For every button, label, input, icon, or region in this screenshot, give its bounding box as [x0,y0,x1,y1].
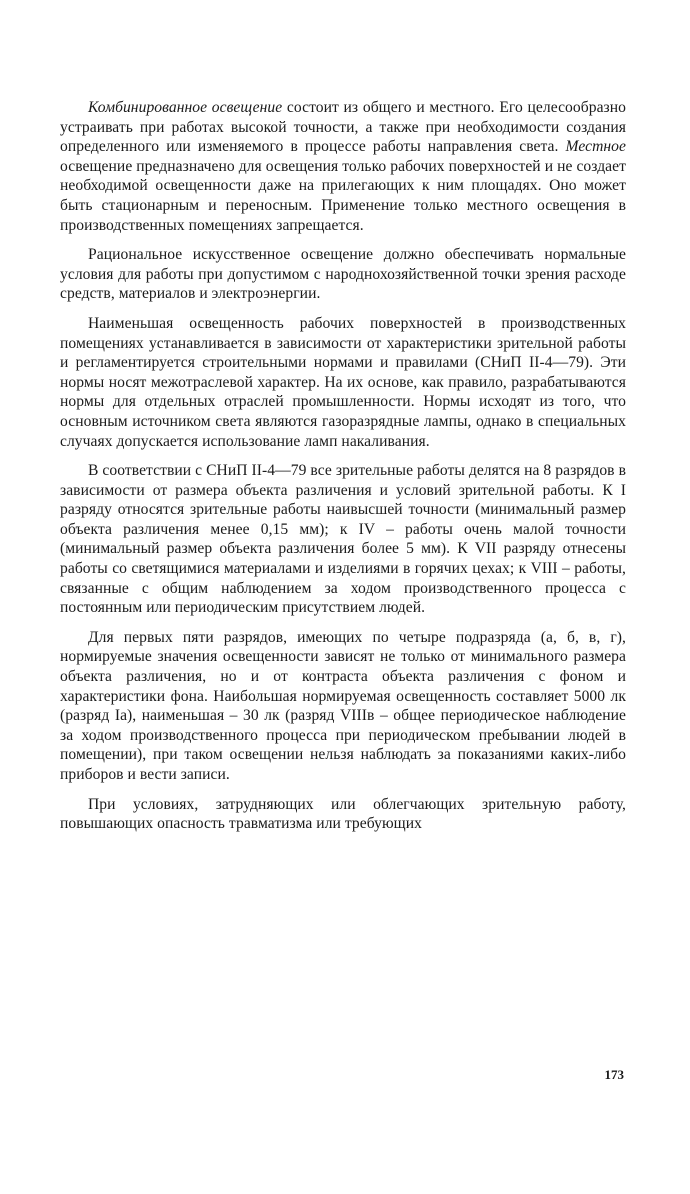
page-body [60,98,626,844]
paragraph-combined-lighting [60,98,626,235]
paragraph-visual-work-categories: В соответствии с СНиП II-4—79 все зрительные работы делятся на 8 разрядов в зависимости от размера объекта различения и условий зрительной работы. К I разряду относятся зрительные работы наивысшей точности (минимальный размер объекта различения менее 0,15 мм); к IV – работы очень малой точности (минимальный размер объекта различения более 5 мм). К VII разряду отнесены работы со светящимися материалами и изделиями в горячих цехах; к VIII – работы, связанные с общим наблюдением за ходом производственного процесса с постоянным или периодическим присутствием людей. [60,462,626,617]
term-combined-lighting: Комбинированное освещение [88,99,283,116]
paragraph-conditions: При условиях, затрудняющих или облегчающих зрительную работу, повышающих опасность травматизма или требующих [60,795,626,833]
term-local-lighting: Местное [565,138,626,156]
paragraph-rational-lighting: Рациональное искусственное освещение должно обеспечивать нормальные условия для работы при допустимом с народнохозяйственной точки зрения расходе средств, материалов и электроэнергии. [60,246,626,303]
paragraph-minimum-illuminance: Наименьшая освещенность рабочих поверхностей в производственных помещениях устанавливается в зависимости от характеристики зрительной работы и регламентируется строительными нормами и правилами (СНиП II-4—79). Эти нормы носят межотраслевой характер. На их основе, как правило, разрабатываются нормы для отдельных отраслей промышленности. Нормы исходят из того, что основным источником света являются газоразрядные лампы, однако в специальных случаях допускается использование ламп накаливания. [60,314,626,450]
paragraph-text: освещение предназначено для освещения только рабочих поверхностей и не создает необходимой освещенности даже на прилегающих к ним площадях. Оно может быть стационарным и переносным. Применение только местного освещения в производственных помещениях запрещается. [60,157,626,234]
paragraph-subcategories: Для первых пяти разрядов, имеющих по четыре подразряда (а, б, в, г), нормируемые значения освещенности зависят не только от минимального размера объекта различения, но и от контраста объекта различения с фоном и характеристики фона. Наибольшая нормируемая освещенность составляет 5000 лк (разряд Iа), наименьшая – 30 лк (разряд VIIIв – общее периодическое наблюдение за ходом производственного процесса при периодическом пребывании людей в помещении), при таком освещении нельзя наблюдать за показаниями каких-либо приборов и вести записи. [60,628,626,783]
paragraph-text: состоит из общего и местного. Его целесообразно устраивать при работах высокой точности, а также при необходимости создания определенного или изменяемого в процессе работы направления света. [60,99,626,156]
page-number: 173 [604,1067,624,1082]
